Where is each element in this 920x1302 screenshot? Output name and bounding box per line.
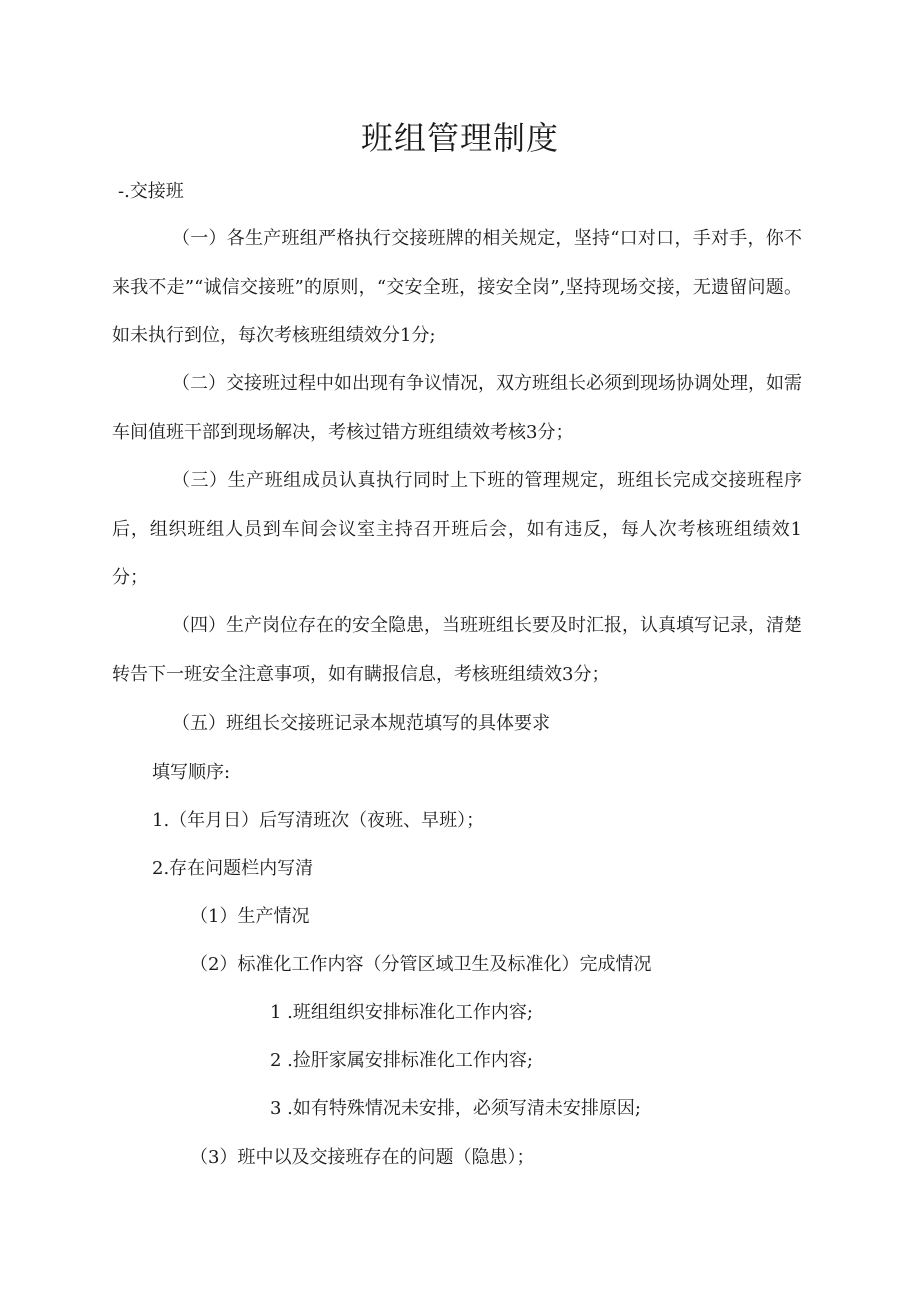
page-title: 班组管理制度 (360, 119, 559, 157)
fill-order-label: 填写顺序: (152, 762, 231, 783)
sub-sub-item-1: 1 .班组组织安排标准化工作内容; (270, 1002, 533, 1023)
paragraph-item-1: （一）各生产班组严格执行交接班牌的相关规定，坚持“口对口，手对手，你不来我不走”“诚信交接班”的原则，“交安全班，接安全岗”,坚持现场交接，无遗留问题。如未执行到位，每次考核班组绩效分1分; (112, 228, 802, 346)
paragraph-item-4: （四）生产岗位存在的安全隐患，当班班组长要及时汇报，认真填写记录，清楚转告下一班安全注意事项，如有瞒报信息，考核班组绩效3分； (112, 615, 802, 685)
sub-sub-item-3: 3 .如有特殊情况未安排，必须写清未安排原因; (270, 1098, 641, 1119)
sub-item-3: （3）班中以及交接班存在的问题（隐患）； (190, 1147, 535, 1168)
sub-item-2: （2）标准化工作内容（分管区域卫生及标准化）完成情况 (190, 954, 652, 975)
sub-sub-item-2: 2 .捡肝家属安排标准化工作内容; (270, 1050, 533, 1071)
fill-step-2: 2.存在问题栏内写清 (152, 858, 314, 879)
sub-item-1: （1）生产情况 (190, 906, 310, 927)
paragraph-item-3: （三）生产班组成员认真执行同时上下班的管理规定，班组长完成交接班程序后，组织班组人员到车间会议室主持召开班后会，如有违反，每人次考核班组绩效1分； (112, 470, 802, 588)
paragraph-item-5: （五）班组长交接班记录本规范填写的具体要求 (172, 713, 550, 734)
paragraph-item-2: （二）交接班过程中如出现有争议情况，双方班组长必须到现场协调处理，如需车间值班干部到现场解决，考核过错方班组绩效考核3分； (112, 373, 802, 443)
fill-step-1: 1.（年月日）后写清班次（夜班、早班）； (152, 810, 485, 831)
section-heading-handover: -.交接班 (118, 181, 184, 202)
